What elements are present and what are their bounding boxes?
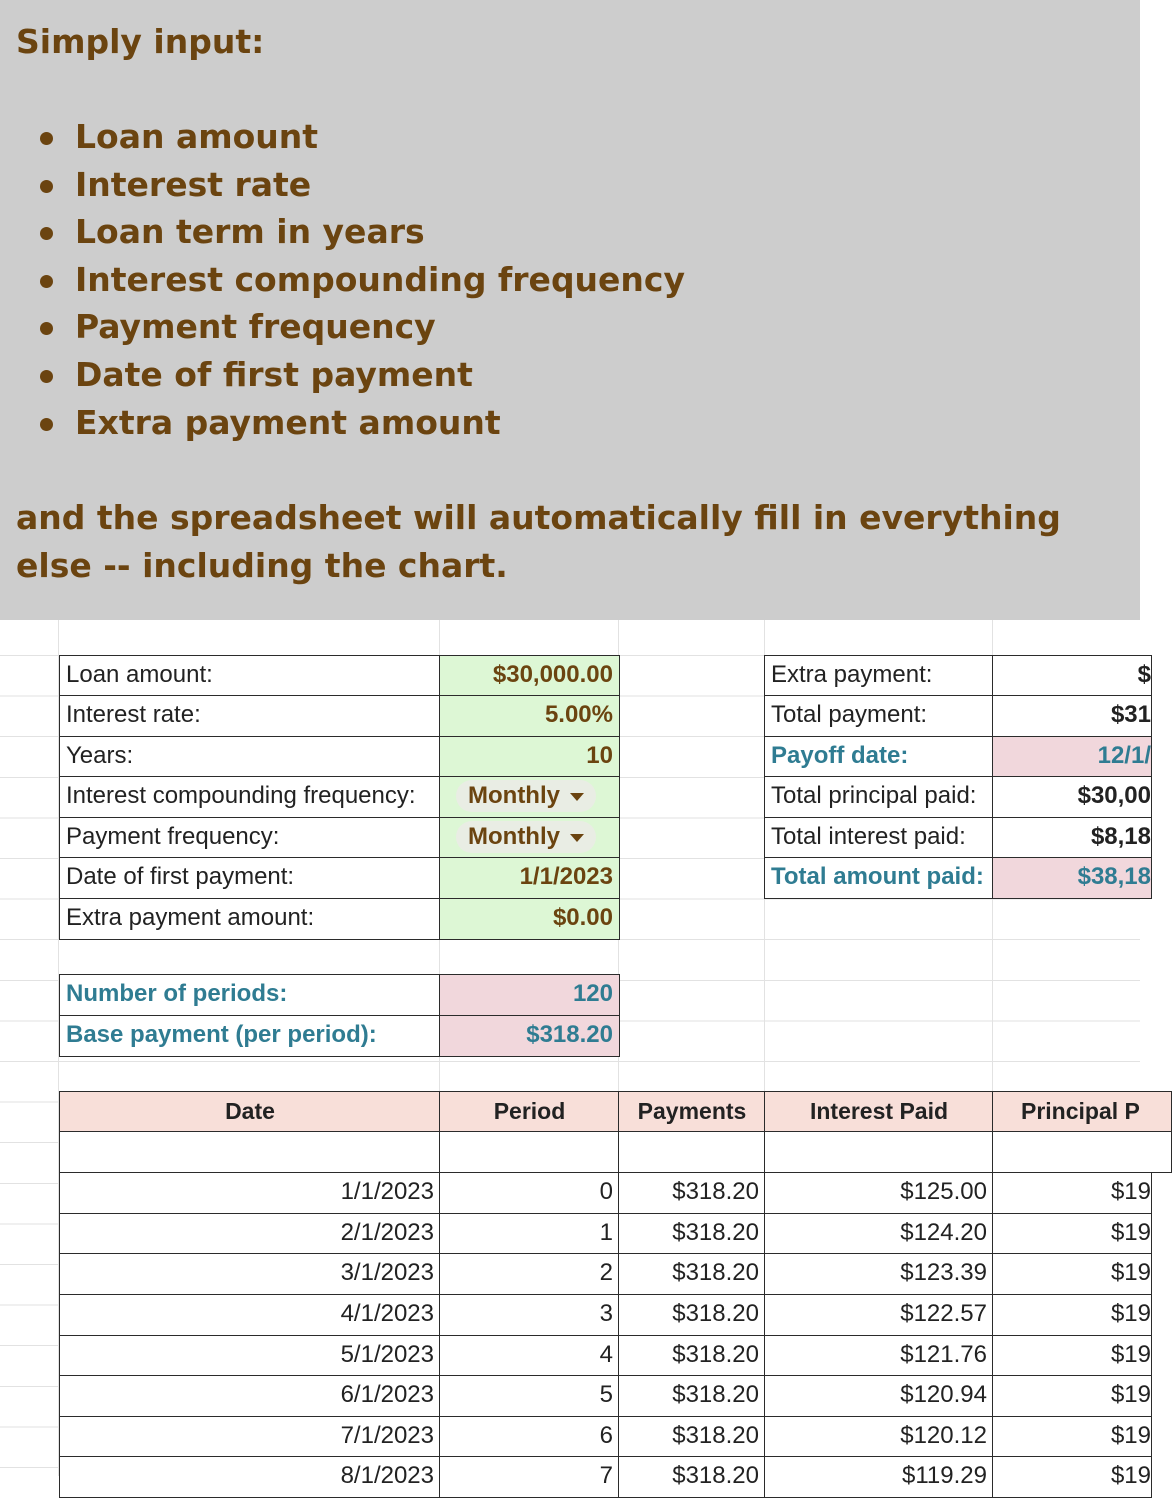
principal-cell: $19 — [992, 1416, 1152, 1458]
payment-frequency-dropdown[interactable] — [439, 817, 620, 859]
interest-rate-input[interactable]: 5.00% — [439, 695, 620, 737]
table-row — [0, 1375, 1151, 1417]
list-item: Extra payment amount — [0, 399, 685, 447]
payment-cell: $318.20 — [618, 1375, 766, 1417]
total-principal-value: $30,00 — [992, 776, 1152, 818]
list-item: Loan term in years — [0, 208, 685, 256]
total-interest-label: Total interest paid: — [764, 817, 994, 859]
list-item: Date of first payment — [0, 351, 685, 399]
column-header-date: Date — [59, 1091, 441, 1133]
interest-cell: $119.29 — [764, 1456, 994, 1498]
extra-payment-label: Extra payment: — [764, 655, 994, 697]
list-item: Interest compounding frequency — [0, 256, 685, 304]
table-row — [0, 1213, 1151, 1255]
total-payment-value: $31 — [992, 695, 1152, 737]
payoff-date-value: 12/1/ — [992, 736, 1152, 778]
period-cell: 2 — [439, 1253, 620, 1295]
payment-frequency-value: Monthly — [468, 823, 560, 850]
interest-cell: $124.20 — [764, 1213, 994, 1255]
blank-cell — [59, 1131, 441, 1173]
date-cell: 5/1/2023 — [59, 1335, 441, 1377]
instructions-banner — [0, 0, 1140, 620]
date-cell: 1/1/2023 — [59, 1172, 441, 1214]
principal-cell: $19 — [992, 1335, 1152, 1377]
payment-cell: $318.20 — [618, 1253, 766, 1295]
principal-cell: $19 — [992, 1375, 1152, 1417]
loan-amount-input[interactable]: $30,000.00 — [439, 655, 620, 697]
interest-cell: $125.00 — [764, 1172, 994, 1214]
blank-cell — [618, 1131, 766, 1173]
payment-cell: $318.20 — [618, 1416, 766, 1458]
period-cell: 4 — [439, 1335, 620, 1377]
payment-cell: $318.20 — [618, 1294, 766, 1336]
principal-cell: $19 — [992, 1253, 1152, 1295]
total-amount-label: Total amount paid: — [764, 857, 994, 899]
payment-frequency-label: Payment frequency: — [59, 817, 441, 859]
total-amount-value: $38,18 — [992, 857, 1152, 899]
payoff-date-label: Payoff date: — [764, 736, 994, 778]
table-row — [0, 1416, 1151, 1458]
list-item: Interest rate — [0, 161, 685, 209]
compounding-value: Monthly — [468, 782, 560, 809]
payment-cell: $318.20 — [618, 1456, 766, 1498]
compounding-label: Interest compounding frequency: — [59, 776, 441, 818]
principal-cell: $19 — [992, 1456, 1152, 1498]
date-cell: 8/1/2023 — [59, 1456, 441, 1498]
payment-cell: $318.20 — [618, 1213, 766, 1255]
payment-cell: $318.20 — [618, 1172, 766, 1214]
column-header-period: Period — [439, 1091, 620, 1133]
spreadsheet — [0, 620, 1151, 1489]
extra-amount-input[interactable]: $0.00 — [439, 898, 620, 940]
base-payment-value: $318.20 — [439, 1015, 620, 1057]
blank-cell — [439, 1131, 620, 1173]
interest-cell: $120.94 — [764, 1375, 994, 1417]
total-principal-label: Total principal paid: — [764, 776, 994, 818]
date-cell: 3/1/2023 — [59, 1253, 441, 1295]
blank-cell — [992, 1131, 1172, 1173]
loan-amount-label: Loan amount: — [59, 655, 441, 697]
payment-cell: $318.20 — [618, 1335, 766, 1377]
chevron-down-icon — [570, 834, 584, 842]
principal-cell: $19 — [992, 1172, 1152, 1214]
years-label: Years: — [59, 736, 441, 778]
date-cell: 6/1/2023 — [59, 1375, 441, 1417]
blank-cell — [764, 1131, 994, 1173]
table-row — [0, 1335, 1151, 1377]
period-cell: 5 — [439, 1375, 620, 1417]
interest-cell: $121.76 — [764, 1335, 994, 1377]
column-header-payments: Payments — [618, 1091, 766, 1133]
total-payment-label: Total payment: — [764, 695, 994, 737]
interest-cell: $122.57 — [764, 1294, 994, 1336]
interest-cell: $120.12 — [764, 1416, 994, 1458]
column-header-interest: Interest Paid — [764, 1091, 994, 1133]
period-cell: 7 — [439, 1456, 620, 1498]
principal-cell: $19 — [992, 1294, 1152, 1336]
interest-rate-label: Interest rate: — [59, 695, 441, 737]
date-cell: 4/1/2023 — [59, 1294, 441, 1336]
outro-text: and the spreadsheet will automatically fill in everything else -- including the chart. — [16, 498, 1061, 585]
interest-cell: $123.39 — [764, 1253, 994, 1295]
periods-value: 120 — [439, 974, 620, 1016]
total-interest-value: $8,18 — [992, 817, 1152, 859]
table-row — [0, 1253, 1151, 1295]
periods-label: Number of periods: — [59, 974, 441, 1016]
first-payment-input[interactable]: 1/1/2023 — [439, 857, 620, 899]
principal-cell: $19 — [992, 1213, 1152, 1255]
date-cell: 7/1/2023 — [59, 1416, 441, 1458]
period-cell: 1 — [439, 1213, 620, 1255]
extra-payment-value: $ — [992, 655, 1152, 697]
years-input[interactable]: 10 — [439, 736, 620, 778]
period-cell: 3 — [439, 1294, 620, 1336]
list-item: Loan amount — [0, 113, 685, 161]
chevron-down-icon — [570, 793, 584, 801]
compounding-dropdown[interactable] — [439, 776, 620, 818]
first-payment-label: Date of first payment: — [59, 857, 441, 899]
input-list — [0, 113, 685, 446]
list-item: Payment frequency — [0, 303, 685, 351]
intro-text: Simply input: — [16, 22, 265, 61]
table-row — [0, 1172, 1151, 1214]
extra-amount-label: Extra payment amount: — [59, 898, 441, 940]
period-cell: 0 — [439, 1172, 620, 1214]
table-row — [0, 1456, 1151, 1498]
column-header-principal: Principal P — [992, 1091, 1172, 1133]
base-payment-label: Base payment (per period): — [59, 1015, 441, 1057]
period-cell: 6 — [439, 1416, 620, 1458]
date-cell: 2/1/2023 — [59, 1213, 441, 1255]
table-row — [0, 1294, 1151, 1336]
